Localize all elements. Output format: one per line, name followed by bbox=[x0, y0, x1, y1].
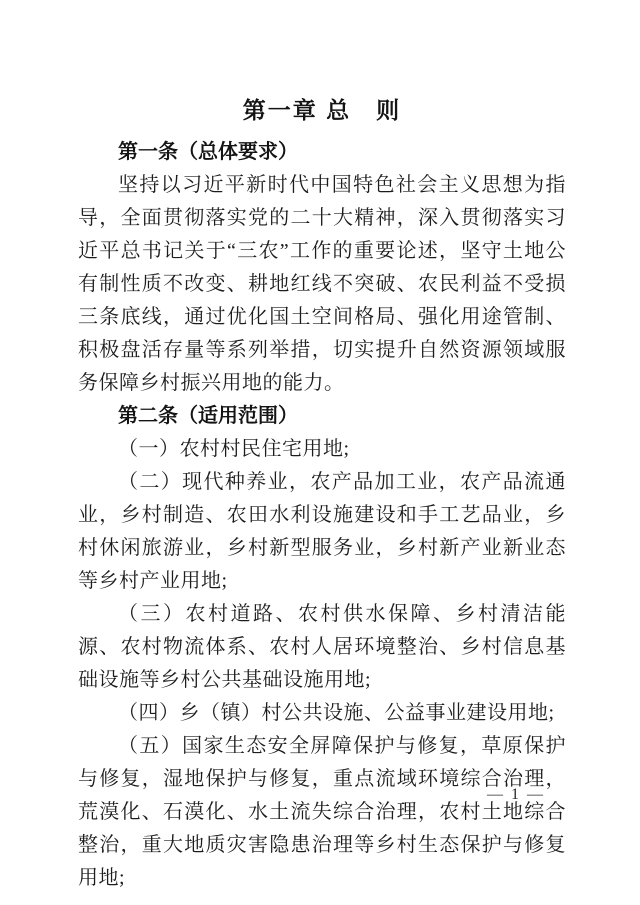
chapter-title: 第一章 总 则 bbox=[242, 97, 402, 123]
paragraph: （三）农村道路、农村供水保障、乡村清洁能源、农村物流体系、农村人居环境整治、乡村信息基础设施等乡村公共基础设施用地; bbox=[78, 603, 566, 691]
paragraph: （五）国家生态安全屏障保护与修复，草原保护与修复，湿地保护与修复，重点流域环境综合治理，荒漠化、石漠化、水土流失综合治理，农村土地综合整治，重大地质灾害隐患治理等乡村生态保护与修复用地; bbox=[78, 735, 566, 889]
document-body bbox=[78, 136, 566, 895]
paragraph: （二）现代种养业，农产品加工业，农产品流通业，乡村制造、农田水利设施建设和手工艺品业，乡村休闲旅游业，乡村新型服务业，乡村新产业新业态等乡村产业用地; bbox=[78, 471, 566, 592]
paragraph: （四）乡（镇）村公共设施、公益事业建设用地; bbox=[118, 702, 555, 724]
page-number: — 1 — bbox=[487, 786, 545, 803]
paragraph: 坚持以习近平新时代中国特色社会主义思想为指导，全面贯彻落实党的二十大精神，深入贯彻落实习近平总书记关于“三农”工作的重要论述，坚守土地公有制性质不改变、耕地红线不突破、农民利益不受损三条底线，通过优化国土空间格局、强化用途管制、积极盘活存量等系列举措，切实提升自然资源领域服务保障乡村振兴用地的能力。 bbox=[78, 174, 566, 394]
section-heading: 第二条（适用范围） bbox=[118, 405, 298, 427]
document-content bbox=[78, 94, 566, 895]
section-heading: 第一条（总体要求） bbox=[118, 141, 298, 163]
paragraph: （一）农村村民住宅用地; bbox=[118, 438, 350, 460]
